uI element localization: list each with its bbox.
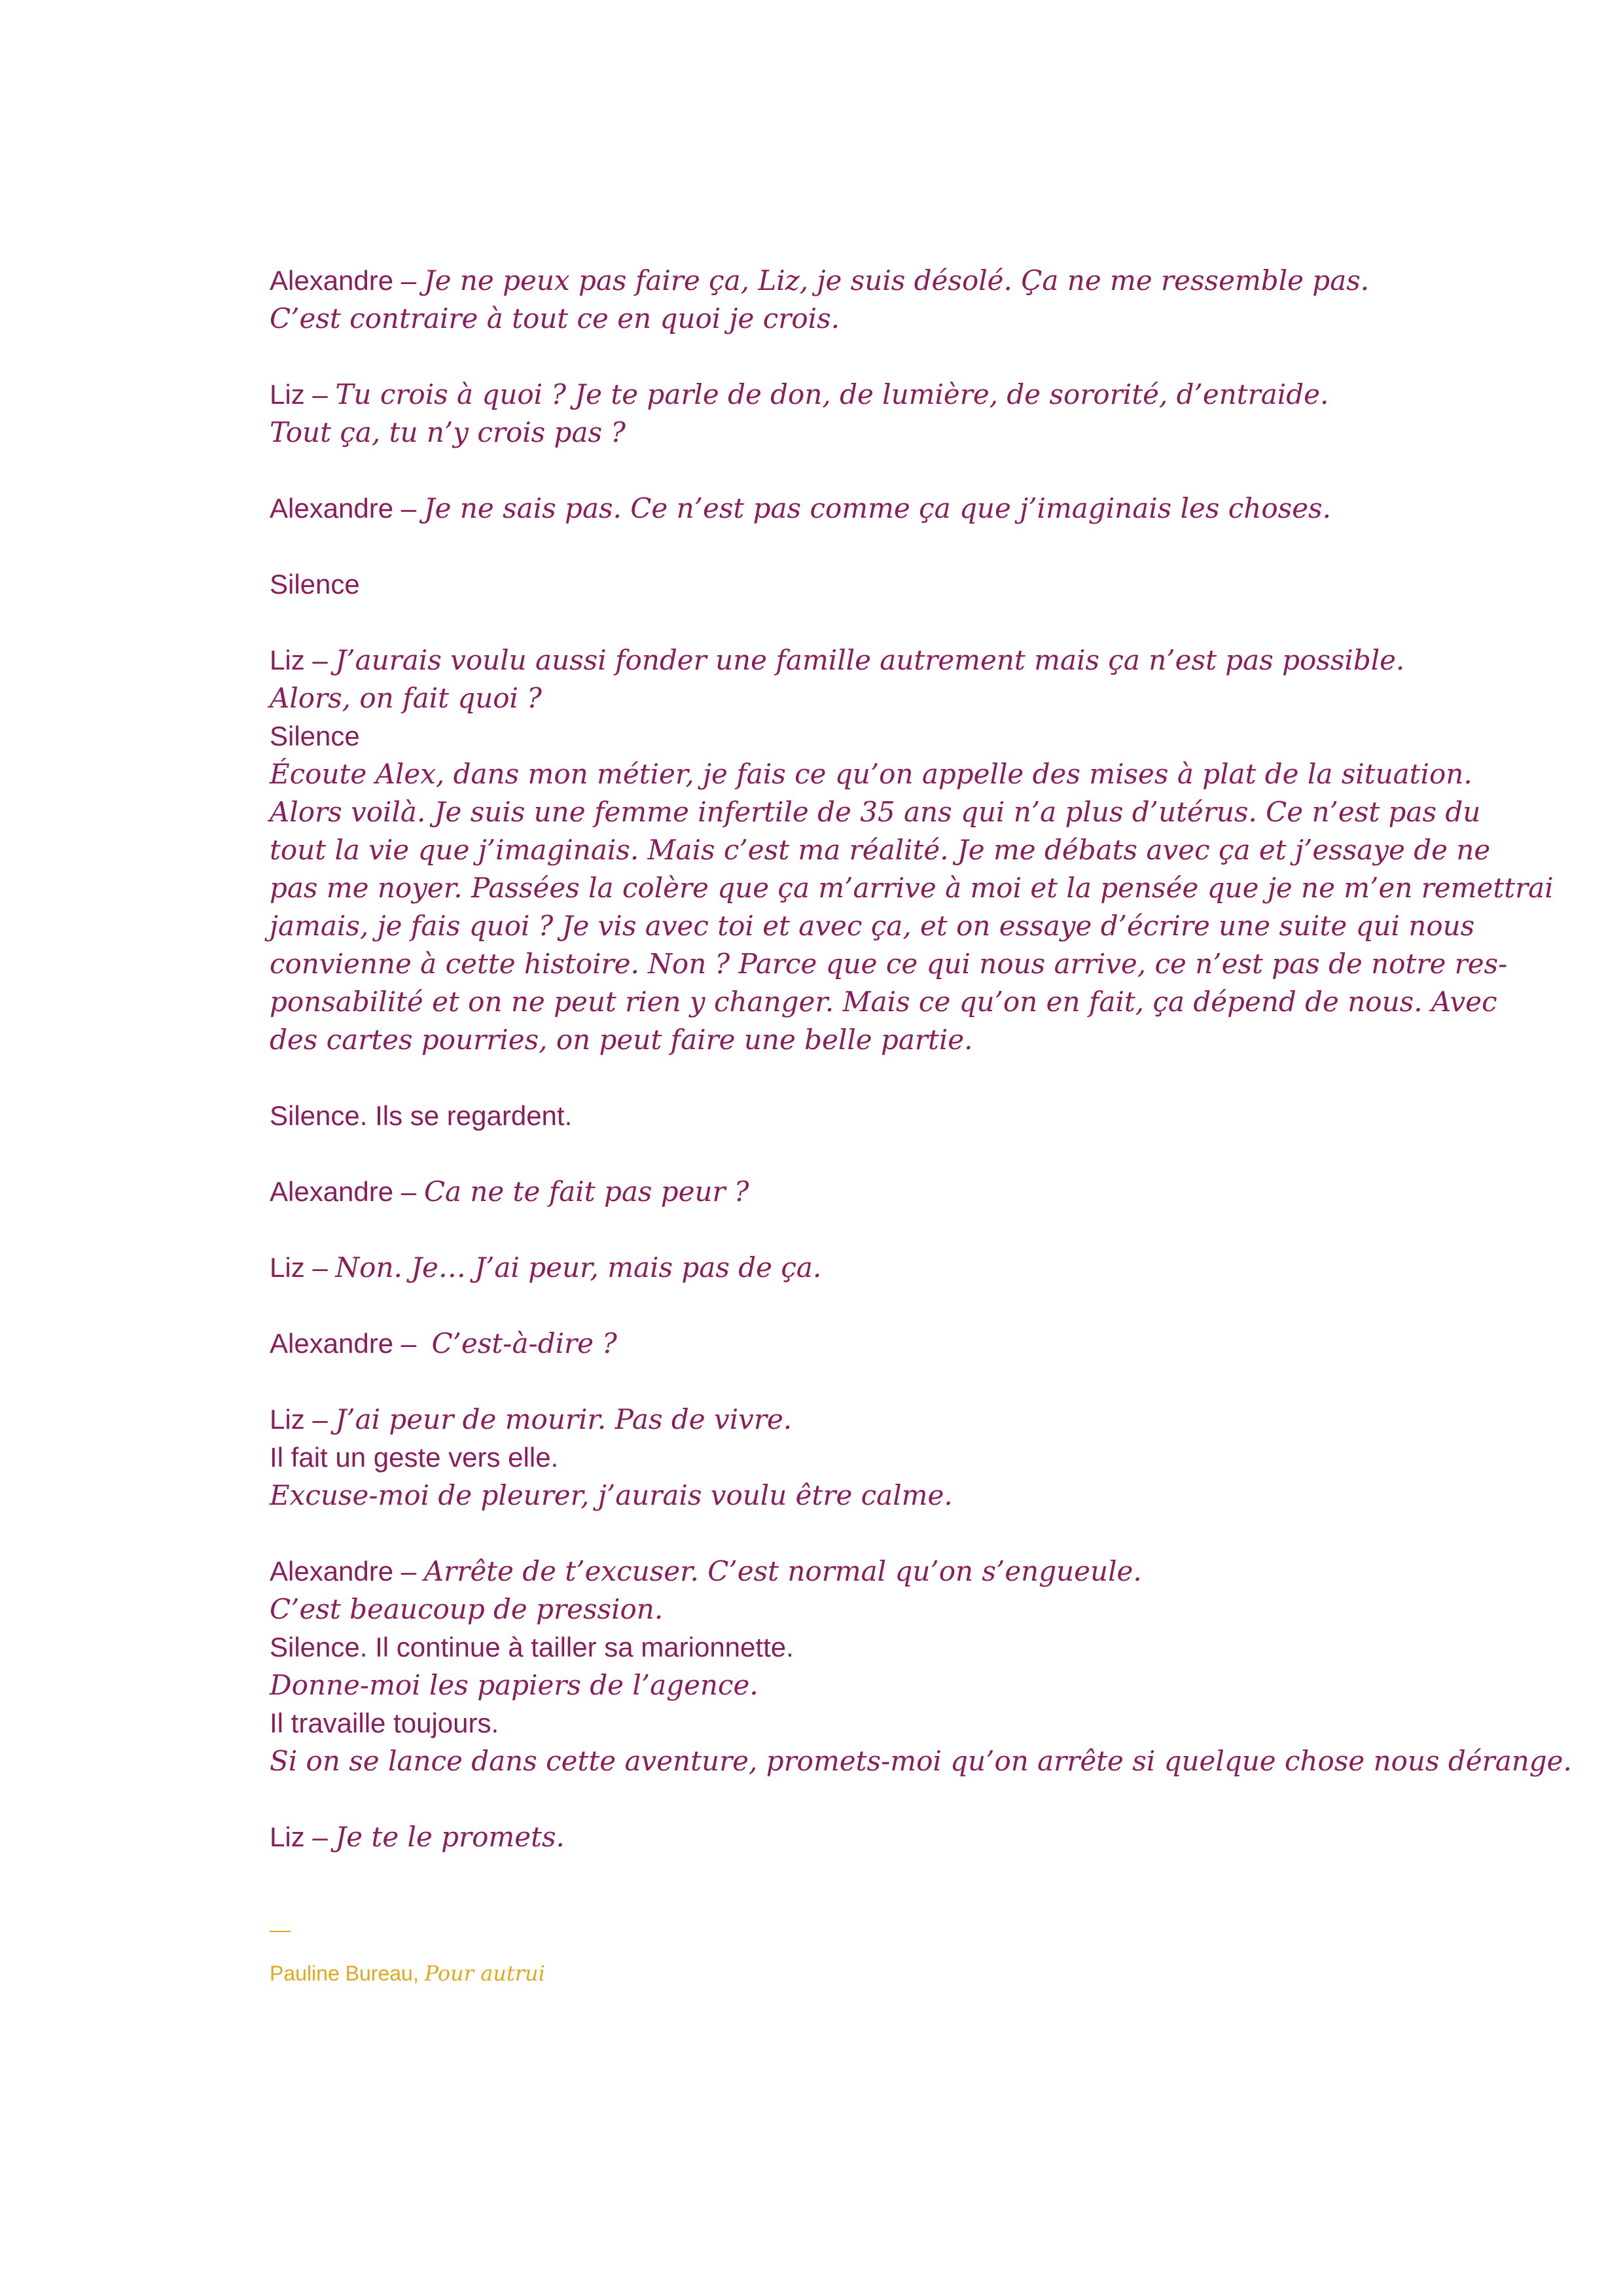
- dialogue-block: [270, 1401, 1487, 1515]
- speaker-name: Alexandre: [270, 1328, 394, 1359]
- speaker-name: Alexandre: [270, 493, 394, 524]
- spoken-text: Je ne sais pas. Ce n’est pas comme ça que j’imaginais les choses.: [423, 492, 1331, 524]
- dialogue-line: [270, 945, 1508, 983]
- spoken-text: Je ne peux pas faire ça, Liz, je suis désolé. Ça ne me ressemble pas.: [423, 264, 1370, 296]
- stage-direction: Silence: [270, 721, 360, 751]
- stage-direction: Il travaille toujours.: [270, 1708, 499, 1738]
- dialogue-block: [270, 1325, 1487, 1363]
- speaker-dash: –: [393, 1328, 432, 1359]
- source-credit: [270, 1931, 545, 1990]
- dialogue-line: [270, 1249, 1487, 1287]
- spoken-text: Ca ne te fait pas peur ?: [423, 1175, 749, 1208]
- spoken-text: Écoute Alex, dans mon métier, je fais ce qu’on appelle des mises à plat de la situation.: [270, 758, 1472, 790]
- dialogue-line: [270, 1704, 1487, 1742]
- dialogue-line: [270, 641, 1487, 679]
- speaker-name: Liz: [270, 645, 305, 675]
- dialogue-block: [270, 641, 1554, 1059]
- spoken-text: Excuse-moi de pleurer, j’aurais voulu être calme.: [270, 1479, 953, 1511]
- dialogue-line: [270, 869, 1554, 907]
- spoken-text: pas me noyer. Passées la colère que ça m’arrive à moi et la pensée que je ne m’en remettrai: [270, 872, 1554, 904]
- dialogue-line: [270, 1401, 1487, 1439]
- speaker-dash: –: [304, 379, 336, 410]
- stage-direction: Silence. Il continue à tailler sa marionnette.: [270, 1632, 794, 1662]
- speaker-dash: –: [393, 1176, 424, 1207]
- dialogue-line: [270, 262, 1487, 300]
- spoken-text: tout la vie que j’imaginais. Mais c’est ma réalité. Je me débats avec ça et j’essaye de ne: [270, 834, 1491, 866]
- spoken-text: C’est beaucoup de pression.: [270, 1593, 664, 1625]
- speaker-name: Alexandre: [270, 1176, 394, 1207]
- script-page: [270, 262, 1572, 1894]
- dialogue-line: [270, 793, 1487, 831]
- dialogue-block: [270, 262, 1487, 338]
- spoken-text: ponsabilité et on ne peut rien y changer. Mais ce qu’on en fait, ça dépend de nous. Avec: [270, 986, 1497, 1018]
- dialogue-block: [270, 565, 1487, 603]
- dialogue-line: [270, 376, 1487, 414]
- speaker-name: Liz: [270, 1252, 305, 1283]
- dialogue-line: [270, 907, 1487, 945]
- speaker-name: Liz: [270, 1404, 305, 1435]
- speaker-dash: –: [304, 1252, 336, 1283]
- dialogue-line: [270, 1628, 1487, 1666]
- dialogue-line: [270, 1439, 1487, 1477]
- speaker-dash: –: [393, 265, 424, 296]
- dialogue-block: [270, 490, 1487, 528]
- dialogue-line: [270, 1173, 1487, 1211]
- spoken-text: C’est-à-dire ?: [431, 1327, 617, 1359]
- stage-direction: Silence: [270, 569, 360, 600]
- dialogue-line: [270, 717, 1487, 755]
- spoken-text: jamais, je fais quoi ? Je vis avec toi et avec ça, et on essaye d’écrire une suite qui nous: [270, 910, 1475, 942]
- credit-title: Pour autrui: [424, 1961, 545, 1986]
- credit-divider: [270, 1931, 291, 1932]
- spoken-text: Donne-moi les papiers de l’agence.: [270, 1669, 758, 1701]
- spoken-text: C’est contraire à tout ce en quoi je crois.: [270, 302, 840, 334]
- dialogue-line: [270, 565, 1487, 603]
- speaker-dash: –: [304, 645, 336, 675]
- dialogue-line: [270, 1097, 1487, 1135]
- spoken-text: Arrête de t’excuser. C’est normal qu’on s’engueule.: [423, 1555, 1142, 1587]
- dialogue-line: [270, 490, 1487, 528]
- dialogue-line: [270, 1666, 1487, 1704]
- spoken-text: Je te le promets.: [335, 1821, 565, 1853]
- spoken-text: Si on se lance dans cette aventure, promets-moi qu’on arrête si quelque chose nous dérange.: [270, 1745, 1572, 1777]
- spoken-text: J’aurais voulu aussi fonder une famille autrement mais ça n’est pas possible.: [335, 644, 1405, 676]
- speaker-dash: –: [393, 1556, 424, 1587]
- speaker-dash: –: [304, 1404, 336, 1435]
- speaker-name: Liz: [270, 379, 305, 410]
- spoken-text: Alors, on fait quoi ?: [270, 682, 542, 714]
- spoken-text: Non. Je… J’ai peur, mais pas de ça.: [335, 1251, 822, 1283]
- spoken-text: Tu crois à quoi ? Je te parle de don, de lumière, de sororité, d’entraide.: [335, 378, 1329, 410]
- dialogue-block: [270, 1249, 1487, 1287]
- dialogue-line: [270, 1552, 1487, 1590]
- dialogue-line: [270, 1325, 1487, 1363]
- dialogue-block: [270, 376, 1487, 452]
- dialogue-block: [270, 1097, 1487, 1135]
- dialogue-line: [270, 1590, 1487, 1628]
- speaker-name: Liz: [270, 1821, 305, 1852]
- dialogue-block: [270, 1818, 1487, 1856]
- dialogue-line: [270, 1477, 1487, 1515]
- credit-author: Pauline Bureau,: [270, 1962, 419, 1985]
- speaker-name: Alexandre: [270, 1556, 394, 1587]
- spoken-text: des cartes pourries, on peut faire une belle partie.: [270, 1024, 973, 1056]
- dialogue-line: [270, 1021, 1487, 1059]
- dialogue-line: [270, 414, 1487, 452]
- stage-direction: Silence. Ils se regardent.: [270, 1100, 573, 1131]
- dialogue-line: [270, 679, 1487, 717]
- dialogue-block: [270, 1552, 1572, 1780]
- spoken-text: Tout ça, tu n’y crois pas ?: [270, 416, 626, 448]
- dialogue-line: [270, 300, 1487, 338]
- dialogue-block: [270, 1173, 1487, 1211]
- spoken-text: convienne à cette histoire. Non ? Parce que ce qui nous arrive, ce n’est pas de notre res-: [270, 948, 1508, 980]
- spoken-text: Alors voilà. Je suis une femme infertile de 35 ans qui n’a plus d’utérus. Ce n’est pas du: [270, 796, 1481, 828]
- dialogue-line: [270, 983, 1497, 1021]
- dialogue-line: [270, 1818, 1487, 1856]
- spoken-text: J’ai peur de mourir. Pas de vivre.: [335, 1403, 793, 1435]
- speaker-dash: –: [304, 1821, 336, 1852]
- dialogue-line: [270, 755, 1487, 793]
- stage-direction: Il fait un geste vers elle.: [270, 1442, 559, 1473]
- dialogue-line: [270, 1742, 1572, 1780]
- speaker-name: Alexandre: [270, 265, 394, 296]
- speaker-dash: –: [393, 493, 424, 524]
- dialogue-line: [270, 831, 1491, 869]
